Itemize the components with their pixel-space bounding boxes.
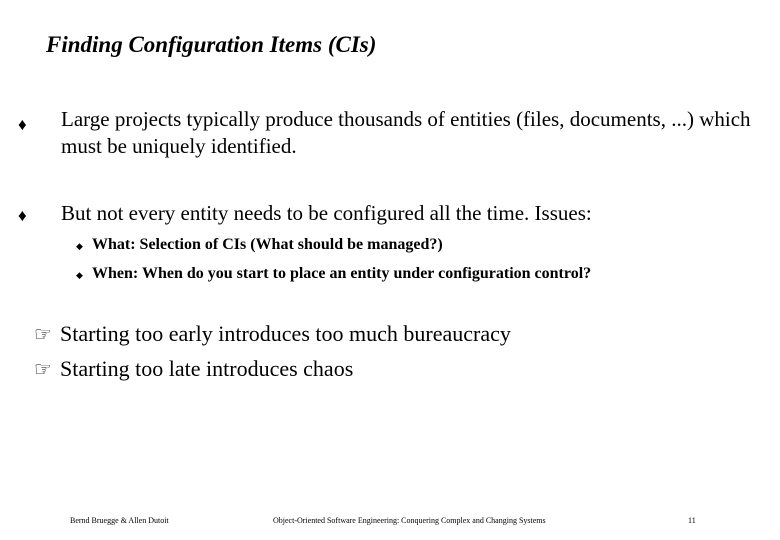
small-diamond-icon: ◆ <box>76 241 83 251</box>
pointing-hand-icon: ☞ <box>34 357 52 381</box>
note-text-too-early: Starting too early introduces too much bureaucracy <box>60 321 511 346</box>
footer-authors: Bernd Bruegge & Allen Dutoit <box>70 516 169 525</box>
subbullet-text-when: When: When do you start to place an entity under configuration control? <box>92 265 592 282</box>
bullet-text-issues: But not every entity needs to be configured all the time. Issues: <box>61 201 592 225</box>
pointing-hand-icon: ☞ <box>34 322 52 346</box>
note-text-too-late: Starting too late introduces chaos <box>60 356 354 381</box>
diamond-bullet-icon: ♦ <box>18 206 27 225</box>
footer-book-title: Object-Oriented Software Engineering: Conquering Complex and Changing Systems <box>273 516 546 525</box>
slide-title: Finding Configuration Items (CIs) <box>46 32 377 57</box>
bullet-text-entities: Large projects typically produce thousands of entities (files, documents, ...) which must be uniquely identified. <box>61 107 751 158</box>
diamond-bullet-icon: ♦ <box>18 115 27 134</box>
small-diamond-icon: ◆ <box>76 270 83 280</box>
footer-page-number: 11 <box>688 516 696 525</box>
subbullet-text-what: What: Selection of CIs (What should be managed?) <box>92 236 443 253</box>
